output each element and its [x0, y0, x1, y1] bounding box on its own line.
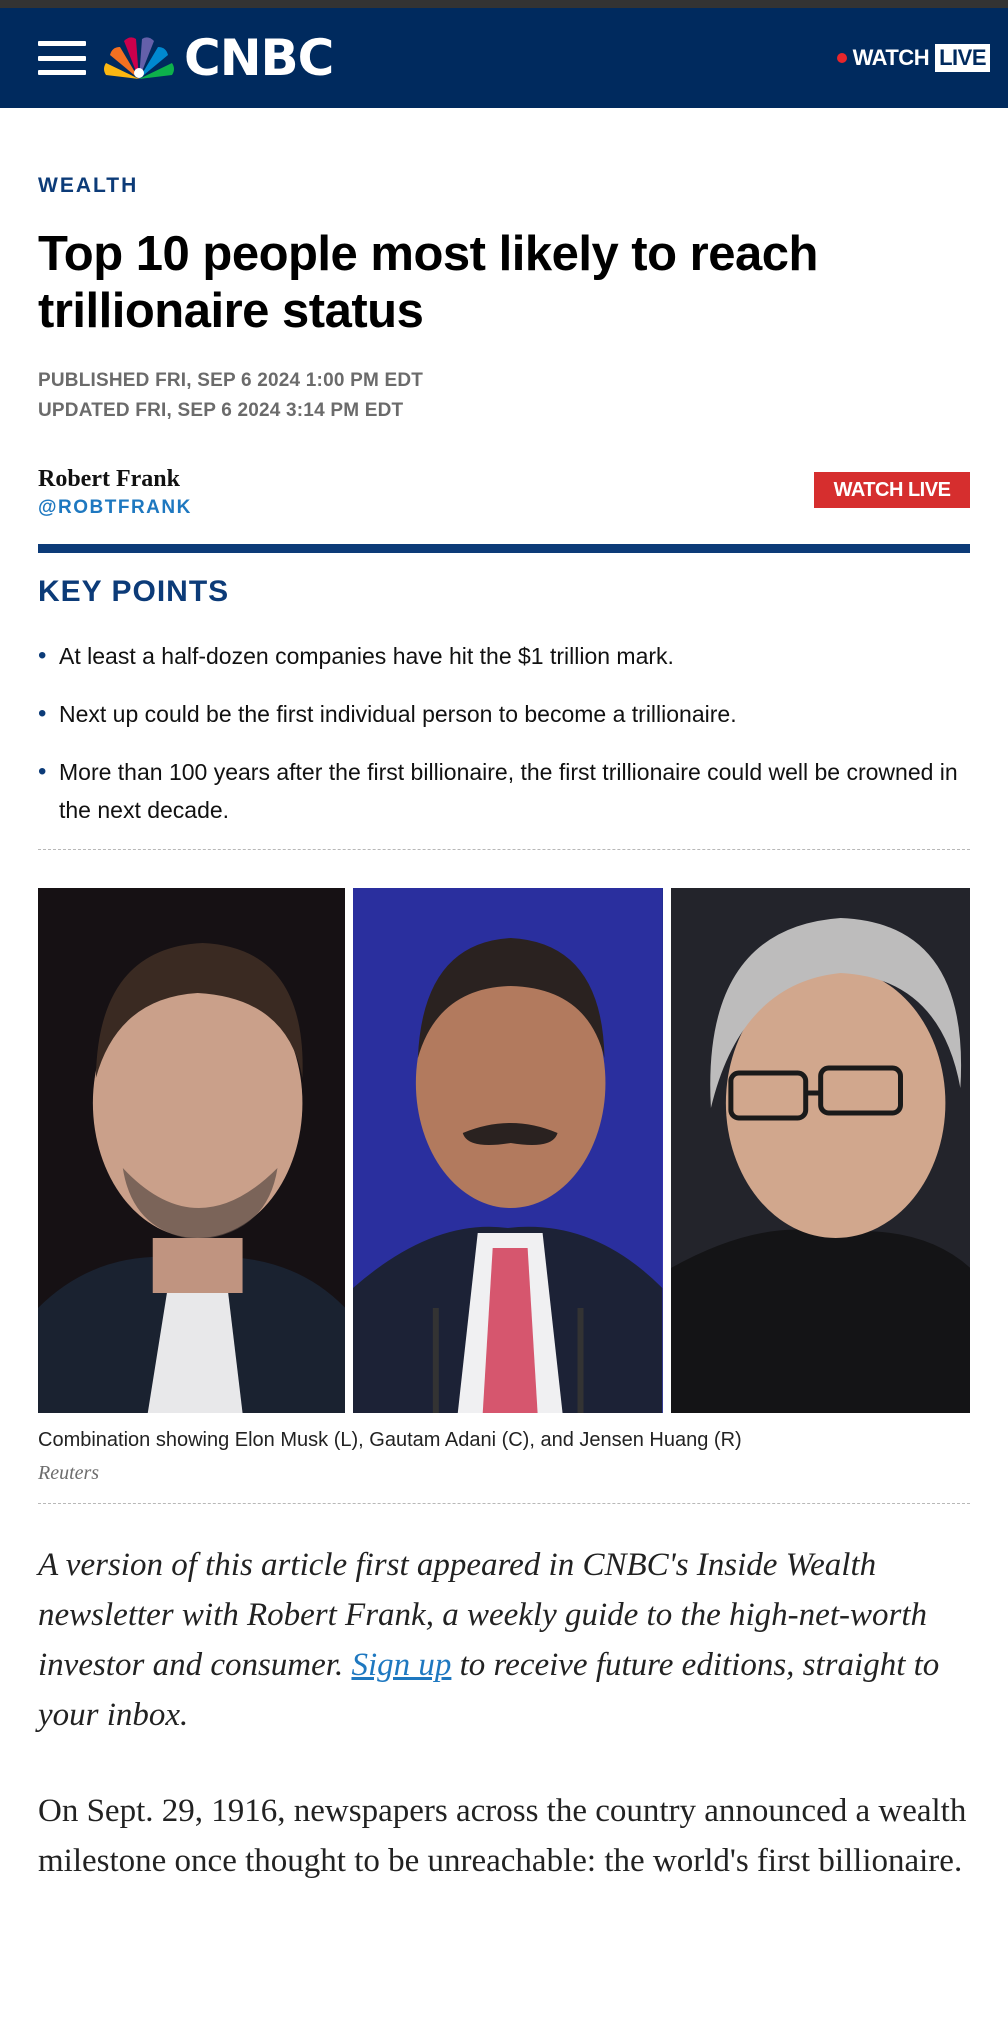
top-strip — [0, 0, 1008, 8]
published-date: PUBLISHED FRI, SEP 6 2024 1:00 PM EDT — [38, 370, 424, 391]
article-paragraph: On Sept. 29, 1916, newspapers across the country announced a wealth milestone once thought to be unreachable: the world's first billionaire. — [38, 1793, 967, 1879]
key-points-rule — [38, 544, 970, 553]
section-label[interactable]: WEALTH — [38, 174, 139, 197]
key-point: • Next up could be the first individual person to become a trillionaire. — [38, 695, 970, 733]
intro-text-before: A version of this article first appeared in CNBC's Inside Wealth newsletter with Robert Frank, a weekly guide to the high-net-worth investor and consumer. — [38, 1547, 928, 1683]
logo-text: CNBC — [184, 29, 334, 87]
live-dot-icon — [837, 53, 847, 63]
live-badge: LIVE — [935, 44, 990, 72]
key-points-list — [38, 637, 970, 829]
cnbc-logo[interactable] — [100, 29, 333, 87]
updated-date: UPDATED FRI, SEP 6 2024 3:14 PM EDT — [38, 400, 404, 421]
key-points-title: KEY POINTS — [38, 575, 230, 608]
intro-text-after: to receive future editions, straight to your inbox. — [38, 1647, 940, 1733]
key-point: • At least a half-dozen companies have hit the $1 trillion mark. — [38, 637, 970, 675]
watch-label: WATCH — [852, 45, 930, 70]
watch-live-button[interactable]: WATCH LIVE — [814, 472, 970, 508]
sign-up-link[interactable]: Sign up — [351, 1647, 452, 1683]
divider — [38, 1503, 970, 1504]
article-image[interactable] — [38, 888, 970, 1413]
watch-live-link[interactable] — [837, 44, 990, 72]
site-header — [0, 8, 1008, 108]
divider — [38, 849, 970, 850]
image-credit: Reuters — [38, 1462, 100, 1484]
image-caption: Combination showing Elon Musk (L), Gautam Adani (C), and Jensen Huang (R) — [38, 1429, 742, 1451]
author-name[interactable]: Robert Frank — [38, 466, 180, 492]
article-dates — [38, 366, 970, 426]
peacock-icon — [100, 35, 178, 81]
portrait-center — [353, 888, 662, 1413]
menu-icon[interactable] — [38, 41, 86, 75]
article-headline: Top 10 people most likely to reach trillionaire status — [38, 227, 818, 338]
article — [0, 174, 1008, 1886]
portrait-left — [38, 888, 345, 1413]
portrait-right — [671, 888, 970, 1413]
newsletter-intro — [38, 1540, 970, 1740]
author-handle[interactable]: @ROBTFRANK — [38, 497, 192, 518]
byline — [38, 466, 970, 528]
key-point: • More than 100 years after the first billionaire, the first trillionaire could well be crowned in the next decade. — [38, 753, 970, 829]
